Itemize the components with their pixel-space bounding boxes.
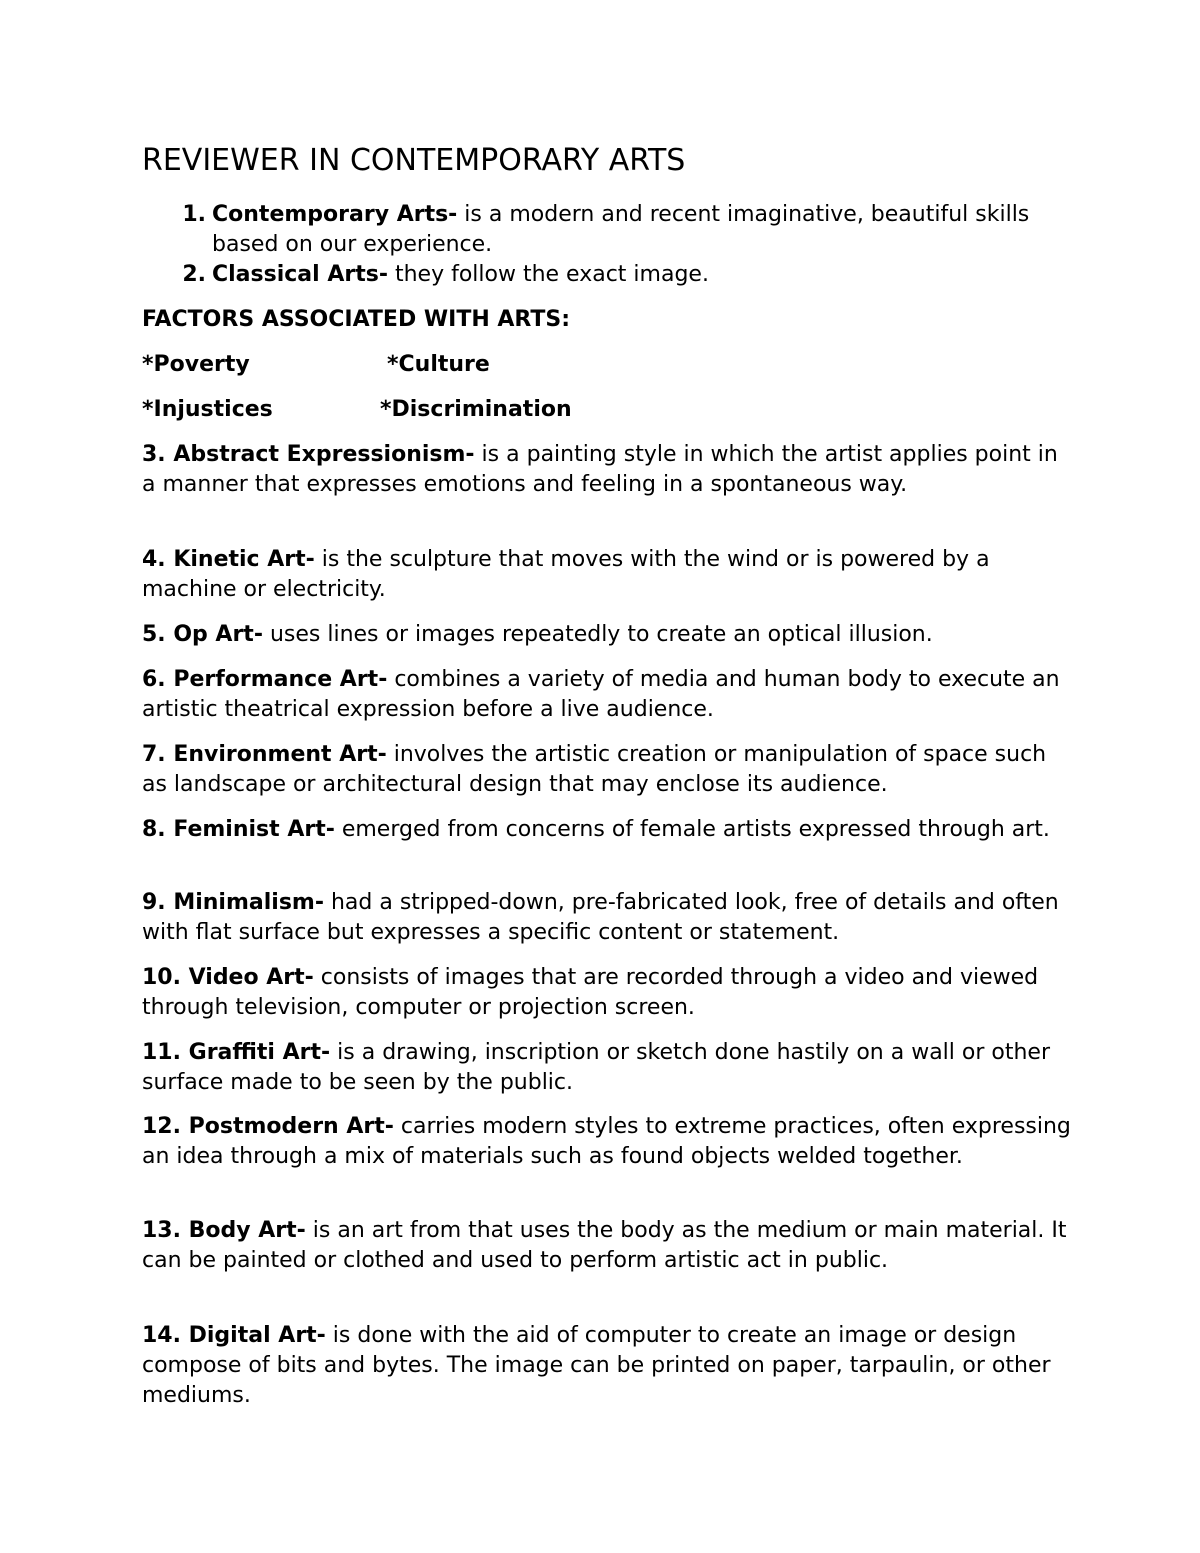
definition-term: 14. Digital Art-	[142, 1323, 326, 1348]
definition-text: combines a variety of media and human body to execute an artistic theatrical expression before a live audience.	[142, 667, 1060, 722]
definition-text: is the sculpture that moves with the wind or is powered by a machine or electricity.	[142, 547, 990, 602]
factor-item: *Poverty	[142, 352, 250, 377]
definition-text: emerged from concerns of female artists expressed through art.	[334, 817, 1050, 842]
definition-text: carries modern styles to extreme practices, often expressing an idea through a mix of materials such as found objects welded together.	[142, 1114, 1071, 1169]
definition	[142, 545, 1072, 605]
definition-term: 4. Kinetic Art-	[142, 547, 315, 572]
list-text: they follow the exact image.	[387, 262, 709, 287]
definition	[142, 620, 1072, 650]
definition	[142, 1112, 1072, 1172]
definition-term: 13. Body Art-	[142, 1218, 306, 1243]
definition-text: is an art from that uses the body as the medium or main material. It can be painted or clothed and used to perform artistic act in public.	[142, 1218, 1067, 1273]
factor-item: *Discrimination	[380, 397, 572, 422]
definition-term: 11. Graffiti Art-	[142, 1040, 331, 1065]
definition-text: is a drawing, inscription or sketch done hastily on a wall or other surface made to be seen by the public.	[142, 1040, 1050, 1095]
factors-heading: FACTORS ASSOCIATED WITH ARTS:	[142, 307, 571, 332]
definition-term: 7. Environment Art-	[142, 742, 387, 767]
list-number: 1.	[182, 202, 206, 227]
definition	[142, 740, 1072, 800]
definition	[142, 665, 1072, 725]
definition-term: 5. Op Art-	[142, 622, 263, 647]
definition-text: involves the artistic creation or manipulation of space such as landscape or architectural design that may enclose its audience.	[142, 742, 1047, 797]
definition	[142, 888, 1072, 948]
definition	[142, 1038, 1072, 1098]
definition-text: is done with the aid of computer to create an image or design compose of bits and bytes. The image can be printed on paper, tarpaulin, or other mediums.	[142, 1323, 1051, 1408]
definition	[142, 1216, 1072, 1276]
factor-item: *Injustices	[142, 397, 273, 422]
definition-term: 8. Feminist Art-	[142, 817, 335, 842]
page-title: REVIEWER IN CONTEMPORARY ARTS	[142, 143, 686, 178]
definition-term: 12. Postmodern Art-	[142, 1114, 394, 1139]
definition-term: 3. Abstract Expressionism-	[142, 442, 475, 467]
definition-text: uses lines or images repeatedly to create an optical illusion.	[262, 622, 933, 647]
list-item	[170, 200, 1092, 260]
list-text: is a modern and recent imaginative, beautiful skills based on our experience.	[212, 202, 1030, 257]
list-term: Contemporary Arts-	[212, 202, 458, 227]
definition-term: 9. Minimalism-	[142, 890, 324, 915]
definition-text: had a stripped-down, pre-fabricated look, free of details and often with flat surface but expresses a specific content or statement.	[142, 890, 1059, 945]
definition-text: consists of images that are recorded through a video and viewed through television, computer or projection screen.	[142, 965, 1039, 1020]
factor-item: *Culture	[387, 352, 490, 377]
definition-term: 10. Video Art-	[142, 965, 314, 990]
list-number: 2.	[182, 262, 206, 287]
definition	[142, 815, 1072, 845]
list-term: Classical Arts-	[212, 262, 388, 287]
definition-term: 6. Performance Art-	[142, 667, 388, 692]
definition	[142, 1321, 1072, 1411]
definition	[142, 963, 1072, 1023]
definition-text: is a painting style in which the artist applies point in a manner that expresses emotions and feeling in a spontaneous way.	[142, 442, 1086, 497]
list-item	[170, 260, 1092, 290]
definition	[142, 440, 1086, 500]
